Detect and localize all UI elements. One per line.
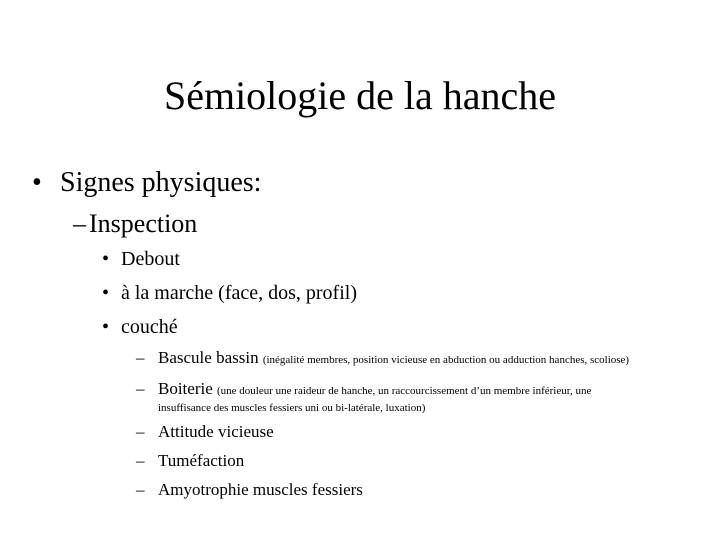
bullet-marche — [102, 280, 357, 306]
bullet-amyotrophie — [136, 479, 363, 501]
bullet-marker: • — [32, 167, 42, 198]
dash-marker: – — [136, 480, 145, 499]
bullet-marker: • — [102, 248, 110, 270]
bullet-note-continuation: insuffisance des muscles fessiers uni ou bi-latérale, luxation) — [158, 402, 426, 414]
bullet-marker: • — [102, 282, 110, 304]
bullet-text: Boiterie — [158, 379, 213, 398]
bullet-text: Amyotrophie muscles fessiers — [158, 480, 363, 499]
bullet-inspection — [73, 208, 197, 240]
dash-marker: – — [73, 209, 86, 238]
bullet-attitude-vicieuse — [136, 421, 274, 443]
bullet-debout — [102, 246, 180, 272]
bullet-text: à la marche (face, dos, profil) — [121, 282, 357, 304]
bullet-text: couché — [121, 316, 178, 338]
bullet-signes-physiques — [32, 166, 261, 200]
dash-marker: – — [136, 348, 145, 367]
bullet-text: Tuméfaction — [158, 451, 245, 470]
bullet-tumefaction — [136, 450, 244, 472]
bullet-bascule-bassin — [136, 347, 629, 371]
bullet-note: (inégalité membres, position vicieuse en abduction ou adduction hanches, scoliose) — [262, 354, 630, 366]
bullet-text: Bascule bassin — [158, 348, 259, 367]
bullet-text: Attitude vicieuse — [158, 422, 274, 441]
bullet-boiterie — [136, 378, 591, 402]
dash-marker: – — [136, 451, 145, 470]
bullet-couche — [102, 314, 178, 340]
bullet-text: Inspection — [89, 209, 198, 238]
slide-title: Sémiologie de la hanche — [163, 73, 557, 118]
bullet-text: Debout — [121, 248, 180, 270]
bullet-text: Signes physiques: — [60, 167, 262, 198]
dash-marker: – — [136, 379, 145, 398]
bullet-note: (une douleur une raideur de hanche, un raccourcissement d’un membre inférieur, une — [217, 385, 592, 397]
dash-marker: – — [136, 422, 145, 441]
bullet-marker: • — [102, 316, 110, 338]
